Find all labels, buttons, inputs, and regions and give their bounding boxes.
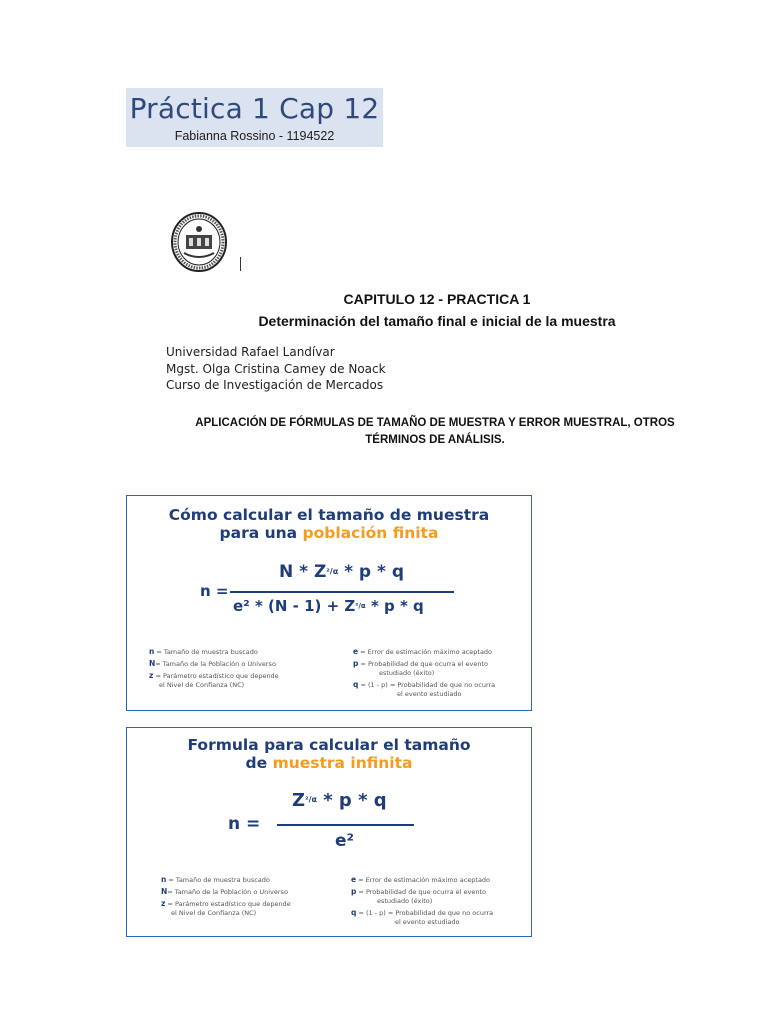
infinite-card-title-line2 xyxy=(127,754,531,772)
finite-population-card xyxy=(126,495,532,711)
legend-item: el Nivel de Confianza (NC) xyxy=(171,909,257,917)
application-heading-line1: APLICACIÓN DE FÓRMULAS DE TAMAÑO DE MUESTRA Y ERROR MUESTRAL, OTROS xyxy=(195,417,675,429)
legend-item: el evento estudiado xyxy=(395,918,460,926)
legend-item: p = Probabilidad de que ocurra el evento xyxy=(351,887,487,896)
document-title: Práctica 1 Cap 12 xyxy=(129,92,380,125)
infinite-numerator-rest: * p * q xyxy=(316,790,387,811)
finite-numerator-main: N * Z xyxy=(279,562,327,582)
infinite-fraction-bar xyxy=(277,824,414,826)
infinite-formula-numerator xyxy=(292,790,387,811)
university-seal-icon xyxy=(170,211,228,273)
legend-item: estudiado (éxito) xyxy=(379,669,435,677)
legend-item: z = Parámetro estadístico que depende xyxy=(161,899,291,908)
infinite-sample-card xyxy=(126,727,532,937)
finite-denominator-main: e² * (N - 1) + Z xyxy=(233,597,356,615)
legend-item: z = Parámetro estadístico que depende xyxy=(149,671,279,680)
legend-item: estudiado (éxito) xyxy=(377,897,433,905)
chapter-heading: CAPITULO 12 - PRACTICA 1 xyxy=(343,291,531,307)
infinite-formula-denominator: e² xyxy=(335,831,354,851)
legend-item: N= Tamaño de la Población o Universo xyxy=(161,887,288,896)
finite-formula-denominator xyxy=(233,597,424,615)
application-heading-line2: TÉRMINOS DE ANÁLISIS. xyxy=(365,434,505,446)
finite-card-title-line1: Cómo calcular el tamaño de muestra xyxy=(168,506,490,524)
finite-fraction-bar xyxy=(230,591,454,593)
chapter-subheading: Determinación del tamaño final e inicial de la muestra xyxy=(258,313,616,329)
course-name: Curso de Investigación de Mercados xyxy=(166,378,384,392)
finite-title-prefix: para una xyxy=(219,524,303,542)
finite-legend-right xyxy=(353,647,531,699)
finite-formula-numerator xyxy=(279,562,404,582)
professor-name: Mgst. Olga Cristina Camey de Noack xyxy=(166,362,386,376)
legend-item: e = Error de estimación máximo aceptado xyxy=(353,647,493,656)
legend-item: e = Error de estimación máximo aceptado xyxy=(351,875,491,884)
author-line: Fabianna Rossino - 1194522 xyxy=(174,129,335,143)
legend-item: p = Probabilidad de que ocurra el evento xyxy=(353,659,489,668)
university-name: Universidad Rafael Landívar xyxy=(166,345,335,359)
finite-legend-left xyxy=(149,647,329,690)
infinite-title-highlight: muestra infinita xyxy=(272,754,413,772)
legend-item: el evento estudiado xyxy=(397,690,462,698)
legend-item: n = Tamaño de muestra buscado xyxy=(161,875,270,884)
finite-numerator-rest: * p * q xyxy=(338,562,404,582)
finite-formula-lhs: n = xyxy=(200,582,229,600)
legend-item: n = Tamaño de muestra buscado xyxy=(149,647,258,656)
infinite-numerator-main: Z xyxy=(292,790,306,811)
finite-title-highlight: población finita xyxy=(302,524,439,542)
legend-item: N= Tamaño de la Población o Universo xyxy=(149,659,276,668)
infinite-numerator-subscript: ²/α xyxy=(305,795,317,804)
infinite-legend-right xyxy=(351,875,531,927)
legend-item: q = (1 - p) = Probabilidad de que no ocurra xyxy=(353,680,496,689)
title-block xyxy=(126,88,383,147)
finite-denominator-rest: * p * q xyxy=(365,597,424,615)
finite-numerator-subscript: ²/α xyxy=(326,567,339,576)
infinite-formula-lhs: n = xyxy=(228,814,261,834)
finite-card-title-line2 xyxy=(127,524,531,542)
legend-item: el Nivel de Confianza (NC) xyxy=(159,681,245,689)
infinite-card-title-line1: Formula para calcular el tamaño xyxy=(187,736,471,754)
infinite-legend-left xyxy=(161,875,341,918)
text-cursor xyxy=(240,257,241,271)
legend-item: q = (1 - p) = Probabilidad de que no ocurra xyxy=(351,908,494,917)
finite-denominator-subscript: ²/α xyxy=(355,602,366,610)
infinite-title-prefix: de xyxy=(245,754,273,772)
